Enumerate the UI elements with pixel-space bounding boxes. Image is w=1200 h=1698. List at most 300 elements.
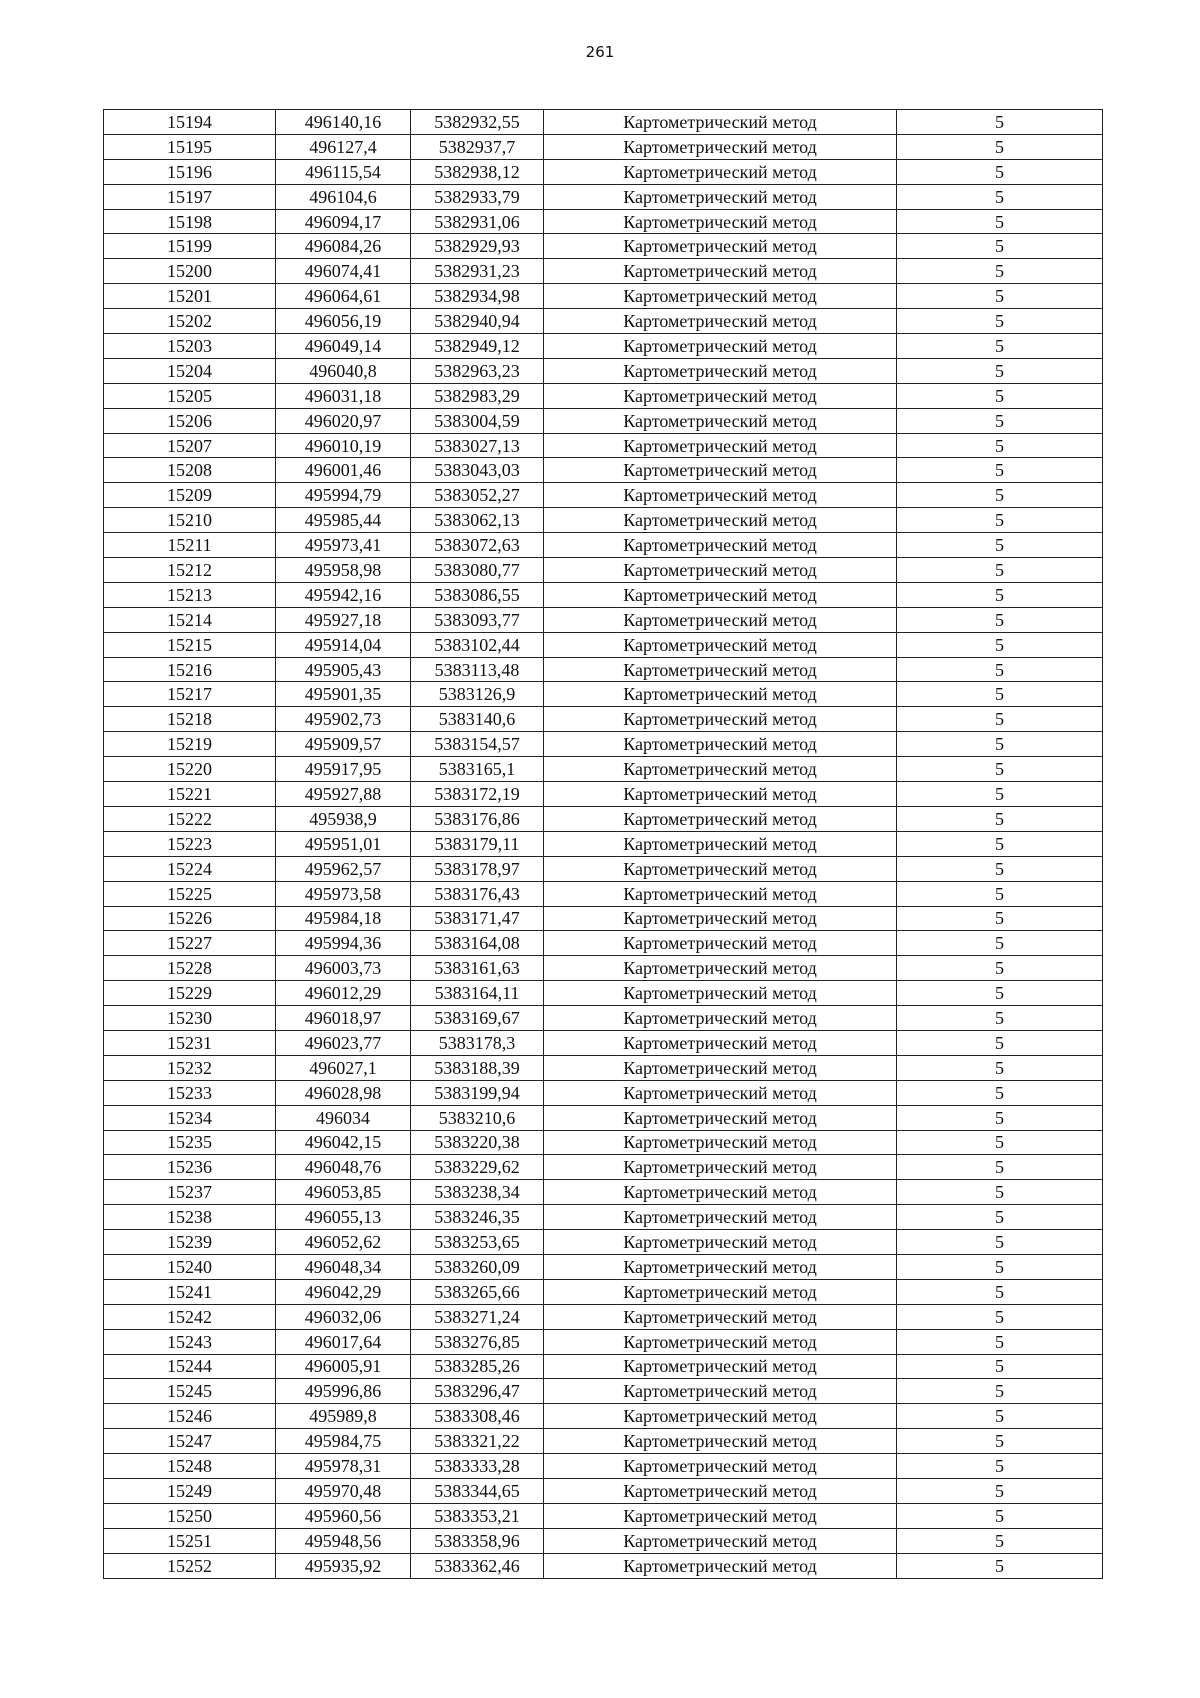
- point-number-cell: 15200: [104, 259, 276, 284]
- method-cell: Картометрический метод: [544, 956, 897, 981]
- table-row: [104, 856, 1103, 881]
- table-row: [104, 558, 1103, 583]
- method-cell: Картометрический метод: [544, 782, 897, 807]
- method-cell: Картометрический метод: [544, 657, 897, 682]
- point-number-cell: 15213: [104, 582, 276, 607]
- accuracy-cell: 5: [897, 1030, 1103, 1055]
- y-coordinate-cell: 5383353,21: [411, 1503, 544, 1528]
- y-coordinate-cell: 5383358,96: [411, 1528, 544, 1553]
- accuracy-cell: 5: [897, 856, 1103, 881]
- method-cell: Картометрический метод: [544, 806, 897, 831]
- method-cell: Картометрический метод: [544, 931, 897, 956]
- point-number-cell: 15210: [104, 508, 276, 533]
- x-coordinate-cell: 496001,46: [276, 458, 411, 483]
- table-row: [104, 632, 1103, 657]
- table-row: [104, 831, 1103, 856]
- y-coordinate-cell: 5383253,65: [411, 1230, 544, 1255]
- y-coordinate-cell: 5383199,94: [411, 1080, 544, 1105]
- accuracy-cell: 5: [897, 757, 1103, 782]
- point-number-cell: 15208: [104, 458, 276, 483]
- accuracy-cell: 5: [897, 159, 1103, 184]
- point-number-cell: 15194: [104, 110, 276, 135]
- method-cell: Картометрический метод: [544, 1304, 897, 1329]
- table-row: [104, 483, 1103, 508]
- accuracy-cell: 5: [897, 259, 1103, 284]
- accuracy-cell: 5: [897, 358, 1103, 383]
- table-row: [104, 906, 1103, 931]
- accuracy-cell: 5: [897, 110, 1103, 135]
- point-number-cell: 15252: [104, 1553, 276, 1578]
- table-row: [104, 1553, 1103, 1578]
- x-coordinate-cell: 496049,14: [276, 334, 411, 359]
- accuracy-cell: 5: [897, 582, 1103, 607]
- point-number-cell: 15203: [104, 334, 276, 359]
- point-number-cell: 15202: [104, 309, 276, 334]
- point-number-cell: 15250: [104, 1503, 276, 1528]
- accuracy-cell: 5: [897, 1454, 1103, 1479]
- accuracy-cell: 5: [897, 881, 1103, 906]
- x-coordinate-cell: 495902,73: [276, 707, 411, 732]
- method-cell: Картометрический метод: [544, 408, 897, 433]
- accuracy-cell: 5: [897, 334, 1103, 359]
- y-coordinate-cell: 5383296,47: [411, 1379, 544, 1404]
- method-cell: Картометрический метод: [544, 483, 897, 508]
- method-cell: Картометрический метод: [544, 1354, 897, 1379]
- point-number-cell: 15228: [104, 956, 276, 981]
- x-coordinate-cell: 496028,98: [276, 1080, 411, 1105]
- accuracy-cell: 5: [897, 508, 1103, 533]
- table-row: [104, 1329, 1103, 1354]
- method-cell: Картометрический метод: [544, 831, 897, 856]
- table-row: [104, 408, 1103, 433]
- point-number-cell: 15237: [104, 1180, 276, 1205]
- y-coordinate-cell: 5383027,13: [411, 433, 544, 458]
- table-row: [104, 1478, 1103, 1503]
- table-row: [104, 1205, 1103, 1230]
- point-number-cell: 15233: [104, 1080, 276, 1105]
- method-cell: Картометрический метод: [544, 1030, 897, 1055]
- table-row: [104, 707, 1103, 732]
- point-number-cell: 15230: [104, 1006, 276, 1031]
- x-coordinate-cell: 495970,48: [276, 1478, 411, 1503]
- point-number-cell: 15198: [104, 209, 276, 234]
- method-cell: Картометрический метод: [544, 981, 897, 1006]
- accuracy-cell: 5: [897, 657, 1103, 682]
- method-cell: Картометрический метод: [544, 234, 897, 259]
- point-number-cell: 15204: [104, 358, 276, 383]
- y-coordinate-cell: 5383093,77: [411, 607, 544, 632]
- table-row: [104, 1130, 1103, 1155]
- y-coordinate-cell: 5383004,59: [411, 408, 544, 433]
- point-number-cell: 15199: [104, 234, 276, 259]
- point-number-cell: 15195: [104, 134, 276, 159]
- point-number-cell: 15207: [104, 433, 276, 458]
- point-number-cell: 15221: [104, 782, 276, 807]
- table-row: [104, 1354, 1103, 1379]
- y-coordinate-cell: 5383238,34: [411, 1180, 544, 1205]
- table-row: [104, 259, 1103, 284]
- method-cell: Картометрический метод: [544, 1379, 897, 1404]
- method-cell: Картометрический метод: [544, 508, 897, 533]
- table-row: [104, 782, 1103, 807]
- accuracy-cell: 5: [897, 1404, 1103, 1429]
- table-row: [104, 184, 1103, 209]
- point-number-cell: 15244: [104, 1354, 276, 1379]
- accuracy-cell: 5: [897, 1279, 1103, 1304]
- x-coordinate-cell: 495985,44: [276, 508, 411, 533]
- point-number-cell: 15234: [104, 1105, 276, 1130]
- point-number-cell: 15201: [104, 284, 276, 309]
- y-coordinate-cell: 5383220,38: [411, 1130, 544, 1155]
- y-coordinate-cell: 5383052,27: [411, 483, 544, 508]
- table-row: [104, 1105, 1103, 1130]
- table-row: [104, 1304, 1103, 1329]
- method-cell: Картометрический метод: [544, 682, 897, 707]
- accuracy-cell: 5: [897, 1205, 1103, 1230]
- table-row: [104, 358, 1103, 383]
- accuracy-cell: 5: [897, 1429, 1103, 1454]
- x-coordinate-cell: 495914,04: [276, 632, 411, 657]
- accuracy-cell: 5: [897, 483, 1103, 508]
- method-cell: Картометрический метод: [544, 259, 897, 284]
- point-number-cell: 15248: [104, 1454, 276, 1479]
- table-row: [104, 508, 1103, 533]
- accuracy-cell: 5: [897, 1130, 1103, 1155]
- y-coordinate-cell: 5382933,79: [411, 184, 544, 209]
- x-coordinate-cell: 496127,4: [276, 134, 411, 159]
- y-coordinate-cell: 5383265,66: [411, 1279, 544, 1304]
- x-coordinate-cell: 496027,1: [276, 1055, 411, 1080]
- table-row: [104, 134, 1103, 159]
- x-coordinate-cell: 496040,8: [276, 358, 411, 383]
- y-coordinate-cell: 5382940,94: [411, 309, 544, 334]
- method-cell: Картометрический метод: [544, 458, 897, 483]
- y-coordinate-cell: 5383344,65: [411, 1478, 544, 1503]
- table-row: [104, 1155, 1103, 1180]
- x-coordinate-cell: 496094,17: [276, 209, 411, 234]
- table-row: [104, 582, 1103, 607]
- table-row: [104, 1404, 1103, 1429]
- accuracy-cell: 5: [897, 906, 1103, 931]
- point-number-cell: 15218: [104, 707, 276, 732]
- x-coordinate-cell: 495917,95: [276, 757, 411, 782]
- x-coordinate-cell: 496048,76: [276, 1155, 411, 1180]
- y-coordinate-cell: 5383176,43: [411, 881, 544, 906]
- y-coordinate-cell: 5383210,6: [411, 1105, 544, 1130]
- point-number-cell: 15240: [104, 1254, 276, 1279]
- method-cell: Картометрический метод: [544, 284, 897, 309]
- point-number-cell: 15224: [104, 856, 276, 881]
- method-cell: Картометрический метод: [544, 607, 897, 632]
- table-row: [104, 334, 1103, 359]
- x-coordinate-cell: 496056,19: [276, 309, 411, 334]
- y-coordinate-cell: 5383164,08: [411, 931, 544, 956]
- accuracy-cell: 5: [897, 1230, 1103, 1255]
- y-coordinate-cell: 5382937,7: [411, 134, 544, 159]
- method-cell: Картометрический метод: [544, 1329, 897, 1354]
- x-coordinate-cell: 495901,35: [276, 682, 411, 707]
- point-number-cell: 15223: [104, 831, 276, 856]
- x-coordinate-cell: 495962,57: [276, 856, 411, 881]
- x-coordinate-cell: 496012,29: [276, 981, 411, 1006]
- table-row: [104, 806, 1103, 831]
- point-number-cell: 15219: [104, 732, 276, 757]
- accuracy-cell: 5: [897, 234, 1103, 259]
- y-coordinate-cell: 5382934,98: [411, 284, 544, 309]
- point-number-cell: 15215: [104, 632, 276, 657]
- table-row: [104, 757, 1103, 782]
- accuracy-cell: 5: [897, 1329, 1103, 1354]
- method-cell: Картометрический метод: [544, 159, 897, 184]
- y-coordinate-cell: 5382963,23: [411, 358, 544, 383]
- point-number-cell: 15238: [104, 1205, 276, 1230]
- coordinates-table: [103, 109, 1103, 1579]
- y-coordinate-cell: 5383169,67: [411, 1006, 544, 1031]
- method-cell: Картометрический метод: [544, 757, 897, 782]
- accuracy-cell: 5: [897, 1155, 1103, 1180]
- x-coordinate-cell: 496084,26: [276, 234, 411, 259]
- method-cell: Картометрический метод: [544, 1478, 897, 1503]
- method-cell: Картометрический метод: [544, 1230, 897, 1255]
- point-number-cell: 15217: [104, 682, 276, 707]
- method-cell: Картометрический метод: [544, 1055, 897, 1080]
- method-cell: Картометрический метод: [544, 358, 897, 383]
- point-number-cell: 15197: [104, 184, 276, 209]
- x-coordinate-cell: 495984,75: [276, 1429, 411, 1454]
- table-row: [104, 682, 1103, 707]
- x-coordinate-cell: 496034: [276, 1105, 411, 1130]
- point-number-cell: 15226: [104, 906, 276, 931]
- point-number-cell: 15196: [104, 159, 276, 184]
- method-cell: Картометрический метод: [544, 334, 897, 359]
- point-number-cell: 15216: [104, 657, 276, 682]
- x-coordinate-cell: 496104,6: [276, 184, 411, 209]
- y-coordinate-cell: 5382929,93: [411, 234, 544, 259]
- table-row: [104, 209, 1103, 234]
- method-cell: Картометрический метод: [544, 856, 897, 881]
- table-row: [104, 1180, 1103, 1205]
- accuracy-cell: 5: [897, 931, 1103, 956]
- accuracy-cell: 5: [897, 831, 1103, 856]
- x-coordinate-cell: 496048,34: [276, 1254, 411, 1279]
- table-row: [104, 1055, 1103, 1080]
- accuracy-cell: 5: [897, 782, 1103, 807]
- method-cell: Картометрический метод: [544, 1254, 897, 1279]
- method-cell: Картометрический метод: [544, 1155, 897, 1180]
- accuracy-cell: 5: [897, 558, 1103, 583]
- x-coordinate-cell: 495994,36: [276, 931, 411, 956]
- point-number-cell: 15236: [104, 1155, 276, 1180]
- accuracy-cell: 5: [897, 1553, 1103, 1578]
- accuracy-cell: 5: [897, 134, 1103, 159]
- x-coordinate-cell: 495951,01: [276, 831, 411, 856]
- point-number-cell: 15232: [104, 1055, 276, 1080]
- point-number-cell: 15251: [104, 1528, 276, 1553]
- y-coordinate-cell: 5383126,9: [411, 682, 544, 707]
- x-coordinate-cell: 496055,13: [276, 1205, 411, 1230]
- accuracy-cell: 5: [897, 632, 1103, 657]
- x-coordinate-cell: 496052,62: [276, 1230, 411, 1255]
- x-coordinate-cell: 496042,15: [276, 1130, 411, 1155]
- method-cell: Картометрический метод: [544, 1528, 897, 1553]
- x-coordinate-cell: 496003,73: [276, 956, 411, 981]
- table-row: [104, 981, 1103, 1006]
- point-number-cell: 15211: [104, 533, 276, 558]
- x-coordinate-cell: 495989,8: [276, 1404, 411, 1429]
- accuracy-cell: 5: [897, 806, 1103, 831]
- y-coordinate-cell: 5383333,28: [411, 1454, 544, 1479]
- y-coordinate-cell: 5383161,63: [411, 956, 544, 981]
- accuracy-cell: 5: [897, 309, 1103, 334]
- method-cell: Картометрический метод: [544, 558, 897, 583]
- y-coordinate-cell: 5383080,77: [411, 558, 544, 583]
- x-coordinate-cell: 495927,18: [276, 607, 411, 632]
- point-number-cell: 15206: [104, 408, 276, 433]
- accuracy-cell: 5: [897, 707, 1103, 732]
- y-coordinate-cell: 5383285,26: [411, 1354, 544, 1379]
- x-coordinate-cell: 495994,79: [276, 483, 411, 508]
- accuracy-cell: 5: [897, 184, 1103, 209]
- table-row: [104, 1230, 1103, 1255]
- y-coordinate-cell: 5383308,46: [411, 1404, 544, 1429]
- table-row: [104, 110, 1103, 135]
- accuracy-cell: 5: [897, 383, 1103, 408]
- method-cell: Картометрический метод: [544, 1503, 897, 1528]
- point-number-cell: 15225: [104, 881, 276, 906]
- table-row: [104, 284, 1103, 309]
- point-number-cell: 15249: [104, 1478, 276, 1503]
- point-number-cell: 15245: [104, 1379, 276, 1404]
- table-row: [104, 159, 1103, 184]
- x-coordinate-cell: 495973,58: [276, 881, 411, 906]
- accuracy-cell: 5: [897, 1254, 1103, 1279]
- y-coordinate-cell: 5383154,57: [411, 732, 544, 757]
- x-coordinate-cell: 495948,56: [276, 1528, 411, 1553]
- y-coordinate-cell: 5383179,11: [411, 831, 544, 856]
- table-row: [104, 458, 1103, 483]
- y-coordinate-cell: 5383165,1: [411, 757, 544, 782]
- x-coordinate-cell: 496064,61: [276, 284, 411, 309]
- table-row: [104, 1080, 1103, 1105]
- y-coordinate-cell: 5383164,11: [411, 981, 544, 1006]
- y-coordinate-cell: 5382938,12: [411, 159, 544, 184]
- table-row: [104, 1528, 1103, 1553]
- table-row: [104, 234, 1103, 259]
- x-coordinate-cell: 495938,9: [276, 806, 411, 831]
- accuracy-cell: 5: [897, 1528, 1103, 1553]
- accuracy-cell: 5: [897, 408, 1103, 433]
- accuracy-cell: 5: [897, 458, 1103, 483]
- x-coordinate-cell: 496042,29: [276, 1279, 411, 1304]
- y-coordinate-cell: 5383171,47: [411, 906, 544, 931]
- accuracy-cell: 5: [897, 1180, 1103, 1205]
- y-coordinate-cell: 5383102,44: [411, 632, 544, 657]
- method-cell: Картометрический метод: [544, 1105, 897, 1130]
- x-coordinate-cell: 495927,88: [276, 782, 411, 807]
- accuracy-cell: 5: [897, 607, 1103, 632]
- accuracy-cell: 5: [897, 1478, 1103, 1503]
- accuracy-cell: 5: [897, 1055, 1103, 1080]
- method-cell: Картометрический метод: [544, 1429, 897, 1454]
- table-row: [104, 1030, 1103, 1055]
- table-row: [104, 1254, 1103, 1279]
- y-coordinate-cell: 5383072,63: [411, 533, 544, 558]
- point-number-cell: 15212: [104, 558, 276, 583]
- method-cell: Картометрический метод: [544, 1006, 897, 1031]
- y-coordinate-cell: 5382931,23: [411, 259, 544, 284]
- method-cell: Картометрический метод: [544, 1080, 897, 1105]
- x-coordinate-cell: 496031,18: [276, 383, 411, 408]
- x-coordinate-cell: 495905,43: [276, 657, 411, 682]
- point-number-cell: 15242: [104, 1304, 276, 1329]
- x-coordinate-cell: 495942,16: [276, 582, 411, 607]
- x-coordinate-cell: 496053,85: [276, 1180, 411, 1205]
- x-coordinate-cell: 495909,57: [276, 732, 411, 757]
- y-coordinate-cell: 5383113,48: [411, 657, 544, 682]
- y-coordinate-cell: 5383140,6: [411, 707, 544, 732]
- point-number-cell: 15220: [104, 757, 276, 782]
- method-cell: Картометрический метод: [544, 1553, 897, 1578]
- method-cell: Картометрический метод: [544, 134, 897, 159]
- y-coordinate-cell: 5383062,13: [411, 508, 544, 533]
- accuracy-cell: 5: [897, 1503, 1103, 1528]
- method-cell: Картометрический метод: [544, 881, 897, 906]
- table-row: [104, 383, 1103, 408]
- y-coordinate-cell: 5383176,86: [411, 806, 544, 831]
- y-coordinate-cell: 5383229,62: [411, 1155, 544, 1180]
- y-coordinate-cell: 5382949,12: [411, 334, 544, 359]
- table-row: [104, 1503, 1103, 1528]
- accuracy-cell: 5: [897, 956, 1103, 981]
- y-coordinate-cell: 5383178,3: [411, 1030, 544, 1055]
- method-cell: Картометрический метод: [544, 533, 897, 558]
- accuracy-cell: 5: [897, 1006, 1103, 1031]
- accuracy-cell: 5: [897, 981, 1103, 1006]
- point-number-cell: 15205: [104, 383, 276, 408]
- accuracy-cell: 5: [897, 284, 1103, 309]
- point-number-cell: 15239: [104, 1230, 276, 1255]
- table-row: [104, 1454, 1103, 1479]
- y-coordinate-cell: 5383276,85: [411, 1329, 544, 1354]
- x-coordinate-cell: 496020,97: [276, 408, 411, 433]
- table-row: [104, 1279, 1103, 1304]
- point-number-cell: 15231: [104, 1030, 276, 1055]
- y-coordinate-cell: 5382931,06: [411, 209, 544, 234]
- page-number: 261: [585, 43, 615, 61]
- x-coordinate-cell: 495973,41: [276, 533, 411, 558]
- y-coordinate-cell: 5383246,35: [411, 1205, 544, 1230]
- point-number-cell: 15209: [104, 483, 276, 508]
- method-cell: Картометрический метод: [544, 582, 897, 607]
- method-cell: Картометрический метод: [544, 184, 897, 209]
- accuracy-cell: 5: [897, 1304, 1103, 1329]
- point-number-cell: 15235: [104, 1130, 276, 1155]
- accuracy-cell: 5: [897, 732, 1103, 757]
- method-cell: Картометрический метод: [544, 906, 897, 931]
- y-coordinate-cell: 5383321,22: [411, 1429, 544, 1454]
- x-coordinate-cell: 496032,06: [276, 1304, 411, 1329]
- point-number-cell: 15222: [104, 806, 276, 831]
- table-row: [104, 533, 1103, 558]
- method-cell: Картометрический метод: [544, 1205, 897, 1230]
- method-cell: Картометрический метод: [544, 707, 897, 732]
- y-coordinate-cell: 5383178,97: [411, 856, 544, 881]
- point-number-cell: 15214: [104, 607, 276, 632]
- coordinates-table-body: [104, 110, 1103, 1579]
- method-cell: Картометрический метод: [544, 1180, 897, 1205]
- x-coordinate-cell: 496010,19: [276, 433, 411, 458]
- point-number-cell: 15247: [104, 1429, 276, 1454]
